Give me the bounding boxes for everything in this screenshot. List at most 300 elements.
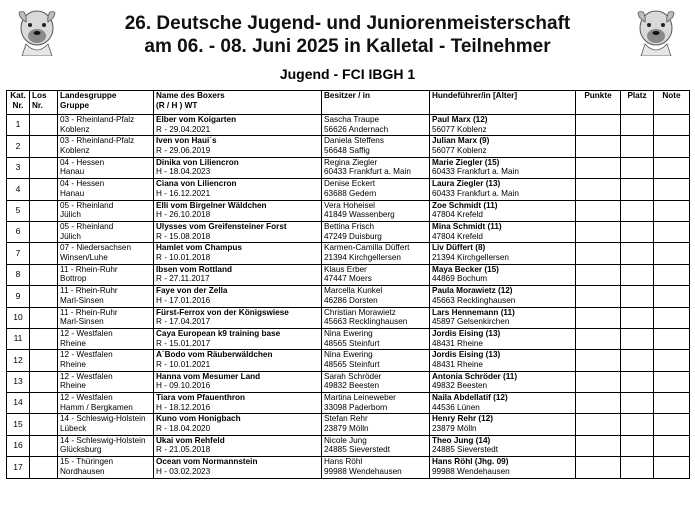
handler-name: Henry Rehr (12) (432, 414, 493, 424)
owner-city: 60433 Frankfurt a. Main (324, 167, 411, 177)
kat-nr-cell: 16 (7, 435, 30, 456)
punkte-cell (576, 350, 621, 371)
boxer-sex-dob: H - 26.10.2018 (156, 210, 211, 220)
boxer-name: Ibsen vom Rottland (156, 264, 232, 274)
table-row (7, 286, 690, 307)
handler-name: Laura Ziegler (13) (432, 179, 501, 189)
kat-nr-cell: 4 (7, 179, 30, 200)
table-row (7, 264, 690, 285)
owner-city: 99988 Wendehausen (324, 466, 402, 476)
kat-nr-cell: 11 (7, 328, 30, 349)
table-row (7, 243, 690, 264)
handler-city: 49832 Beesten (432, 381, 488, 391)
boxer-sex-dob: R - 10.01.2018 (156, 252, 211, 262)
gruppe-name: Nordhausen (60, 466, 105, 476)
boxer-name: Ulysses vom Greifensteiner Forst (156, 221, 287, 231)
gruppe-name: Hanau (60, 188, 85, 198)
los-nr-cell (30, 371, 58, 392)
los-nr-cell (30, 136, 58, 157)
boxer-sex-dob: R - 29.04.2021 (156, 124, 211, 134)
header-los-nr: Los Nr. (30, 91, 58, 115)
landesgruppe-name: 04 - Hessen (60, 179, 105, 189)
boxer-sex-dob: R - 29.06.2019 (156, 145, 211, 155)
handler-name: Maya Becker (15) (432, 264, 499, 274)
hundefuehrer-cell (430, 393, 576, 414)
kat-nr-cell: 15 (7, 414, 30, 435)
los-nr-cell (30, 243, 58, 264)
punkte-cell (576, 307, 621, 328)
handler-name: Jordis Eising (13) (432, 328, 501, 338)
gruppe-name: Rheine (60, 381, 86, 391)
besitzer-cell (322, 243, 430, 264)
los-nr-cell (30, 435, 58, 456)
note-cell (654, 350, 690, 371)
punkte-cell (576, 200, 621, 221)
platz-cell (621, 179, 654, 200)
platz-cell (621, 393, 654, 414)
boxer-name: A´Bodo vom Räuberwäldchen (156, 350, 273, 360)
los-nr-cell (30, 115, 58, 136)
handler-city: 60433 Frankfurt a. Main (432, 188, 519, 198)
platz-cell (621, 371, 654, 392)
owner-city: 63688 Gedern (324, 188, 377, 198)
participants-table (6, 90, 690, 479)
owner-city: 56648 Saffig (324, 145, 370, 155)
gruppe-name: Rheine (60, 338, 86, 348)
los-nr-cell (30, 157, 58, 178)
boxer-name: Fürst-Ferrox von der Königswiese (156, 307, 289, 317)
owner-city: 23879 Mölln (324, 424, 369, 434)
owner-city: 45663 Recklinghausen (324, 317, 408, 327)
landesgruppe-cell (58, 435, 154, 456)
handler-name: Naila Abdellatif (12) (432, 393, 508, 403)
punkte-cell (576, 179, 621, 200)
note-cell (654, 243, 690, 264)
platz-cell (621, 414, 654, 435)
gruppe-name: Marl-Sinsen (60, 295, 104, 305)
handler-city: 47804 Krefeld (432, 210, 483, 220)
gruppe-name: Bottrop (60, 274, 87, 284)
besitzer-cell (322, 350, 430, 371)
besitzer-cell (322, 393, 430, 414)
hundefuehrer-cell (430, 371, 576, 392)
boxer-cell (154, 393, 322, 414)
boxer-sex-dob: H - 16.12.2021 (156, 188, 211, 198)
boxer-sex-dob: H - 18.12.2016 (156, 402, 211, 412)
hundefuehrer-cell (430, 115, 576, 136)
header-besitzer: Besitzer / in (322, 91, 430, 115)
hundefuehrer-cell (430, 221, 576, 242)
los-nr-cell (30, 393, 58, 414)
punkte-cell (576, 371, 621, 392)
boxer-name: Elber vom Koigarten (156, 115, 237, 124)
header-note: Note (654, 91, 690, 115)
hundefuehrer-cell (430, 179, 576, 200)
besitzer-cell (322, 307, 430, 328)
hundefuehrer-cell (430, 264, 576, 285)
boxer-cell (154, 200, 322, 221)
punkte-cell (576, 115, 621, 136)
gruppe-name: Jülich (60, 210, 81, 220)
table-row (7, 200, 690, 221)
handler-name: Jordis Eising (13) (432, 350, 501, 360)
kat-nr-cell: 8 (7, 264, 30, 285)
handler-name: Paula Morawietz (12) (432, 286, 513, 296)
besitzer-cell (322, 179, 430, 200)
owner-name: Marcella Kunkel (324, 286, 383, 296)
landesgruppe-name: 12 - Westfalen (60, 328, 113, 338)
owner-name: Klaus Erber (324, 264, 367, 274)
kat-nr-cell: 10 (7, 307, 30, 328)
owner-name: Sascha Traupe (324, 115, 380, 124)
boxer-cell (154, 221, 322, 242)
landesgruppe-cell (58, 393, 154, 414)
landesgruppe-cell (58, 179, 154, 200)
boxer-cell (154, 157, 322, 178)
owner-name: Karmen-Camilla Düffert (324, 243, 410, 253)
boxer-name: Dinika von Liliencron (156, 157, 239, 167)
landesgruppe-cell (58, 457, 154, 478)
los-nr-cell (30, 179, 58, 200)
handler-name: Paul Marx (12) (432, 115, 488, 124)
note-cell (654, 115, 690, 136)
boxer-name: Iven von Haui´s (156, 136, 217, 146)
hundefuehrer-cell (430, 286, 576, 307)
landesgruppe-cell (58, 286, 154, 307)
boxer-name: Kuno vom Honigbach (156, 414, 241, 424)
table-row (7, 457, 690, 478)
platz-cell (621, 264, 654, 285)
owner-name: Regina Ziegler (324, 157, 378, 167)
boxer-sex-dob: H - 03.02.2023 (156, 466, 211, 476)
landesgruppe-name: 03 - Rheinland-Pfalz (60, 115, 135, 124)
landesgruppe-name: 05 - Rheinland (60, 200, 114, 210)
platz-cell (621, 243, 654, 264)
boxer-name: Hamlet vom Champus (156, 243, 242, 253)
los-nr-cell (30, 264, 58, 285)
kat-nr-cell: 5 (7, 200, 30, 221)
owner-city: 33098 Paderborn (324, 402, 388, 412)
platz-cell (621, 328, 654, 349)
owner-city: 47447 Moers (324, 274, 372, 284)
kat-nr-cell: 9 (7, 286, 30, 307)
kat-nr-cell: 13 (7, 371, 30, 392)
owner-name: Vera Hoheisel (324, 200, 375, 210)
punkte-cell (576, 264, 621, 285)
besitzer-cell (322, 200, 430, 221)
landesgruppe-name: 12 - Westfalen (60, 393, 113, 403)
note-cell (654, 286, 690, 307)
owner-name: Hans Röhl (324, 457, 363, 467)
besitzer-cell (322, 457, 430, 478)
hundefuehrer-cell (430, 414, 576, 435)
hundefuehrer-cell (430, 435, 576, 456)
gruppe-name: Glücksburg (60, 445, 102, 455)
landesgruppe-name: 03 - Rheinland-Pfalz (60, 136, 135, 146)
kat-nr-cell: 6 (7, 221, 30, 242)
handler-city: 99988 Wendehausen (432, 466, 510, 476)
landesgruppe-cell (58, 200, 154, 221)
boxer-sex-dob: H - 17.01.2016 (156, 295, 211, 305)
table-row (7, 221, 690, 242)
handler-city: 23879 Mölln (432, 424, 477, 434)
owner-city: 46286 Dorsten (324, 295, 378, 305)
table-row (7, 179, 690, 200)
table-row (7, 393, 690, 414)
boxer-sex-dob: R - 18.04.2020 (156, 424, 211, 434)
handler-city: 44536 Lünen (432, 402, 480, 412)
handler-name: Antonia Schröder (11) (432, 371, 518, 381)
handler-city: 56077 Koblenz (432, 124, 487, 134)
los-nr-cell (30, 221, 58, 242)
landesgruppe-name: 11 - Rhein-Ruhr (60, 286, 118, 296)
landesgruppe-name: 14 - Schleswig-Holstein (60, 414, 146, 424)
landesgruppe-cell (58, 264, 154, 285)
table-row (7, 371, 690, 392)
besitzer-cell (322, 264, 430, 285)
landesgruppe-cell (58, 243, 154, 264)
hundefuehrer-cell (430, 243, 576, 264)
platz-cell (621, 307, 654, 328)
handler-name: Theo Jung (14) (432, 435, 491, 445)
besitzer-cell (322, 115, 430, 136)
boxer-sex-dob: R - 15.01.2017 (156, 338, 211, 348)
boxer-name: Ciana von Liliencron (156, 179, 237, 189)
punkte-cell (576, 328, 621, 349)
punkte-cell (576, 457, 621, 478)
los-nr-cell (30, 457, 58, 478)
table-row (7, 328, 690, 349)
handler-name: Julian Marx (9) (432, 136, 490, 146)
title-line-1: 26. Deutsche Jugend- und Juniorenmeisterschaft (124, 13, 571, 34)
platz-cell (621, 136, 654, 157)
note-cell (654, 179, 690, 200)
boxer-cell (154, 243, 322, 264)
table-row (7, 414, 690, 435)
handler-name: Mina Schmidt (11) (432, 221, 502, 231)
handler-city: 60433 Frankfurt a. Main (432, 167, 519, 177)
boxer-cell (154, 435, 322, 456)
gruppe-name: Jülich (60, 231, 81, 241)
landesgruppe-cell (58, 371, 154, 392)
boxer-cell (154, 264, 322, 285)
boxer-sex-dob: R - 27.11.2017 (156, 274, 210, 284)
landesgruppe-cell (58, 414, 154, 435)
gruppe-name: Hamm / Bergkamen (60, 402, 133, 412)
los-nr-cell (30, 328, 58, 349)
punkte-cell (576, 243, 621, 264)
table-row (7, 307, 690, 328)
landesgruppe-name: 12 - Westfalen (60, 350, 113, 360)
owner-city: 24885 Sieverstedt (324, 445, 390, 455)
boxer-cell (154, 457, 322, 478)
owner-name: Nicole Jung (324, 435, 367, 445)
gruppe-name: Winsen/Luhe (60, 252, 108, 262)
kat-nr-cell: 3 (7, 157, 30, 178)
boxer-cell (154, 350, 322, 371)
handler-city: 44869 Bochum (432, 274, 488, 284)
gruppe-name: Marl-Sinsen (60, 317, 104, 327)
table-header-row (7, 91, 690, 115)
kat-nr-cell: 2 (7, 136, 30, 157)
boxer-cell (154, 286, 322, 307)
handler-city: 47804 Krefeld (432, 231, 483, 241)
landesgruppe-name: 15 - Thüringen (60, 457, 114, 467)
kat-nr-cell: 1 (7, 115, 30, 136)
gruppe-name: Koblenz (60, 145, 90, 155)
boxer-name: Elli vom Birgelner Wäldchen (156, 200, 267, 210)
header-punkte: Punkte (576, 91, 621, 115)
besitzer-cell (322, 371, 430, 392)
besitzer-cell (322, 157, 430, 178)
header-landesgruppe: Landesgruppe Gruppe (58, 91, 154, 115)
besitzer-cell (322, 414, 430, 435)
owner-name: Sarah Schröder (324, 371, 382, 381)
note-cell (654, 136, 690, 157)
handler-name: Zoe Schmidt (11) (432, 200, 498, 210)
handler-city: 24885 Sieverstedt (432, 445, 498, 455)
boxer-name: Tiara vom Pfauenthron (156, 393, 246, 403)
punkte-cell (576, 221, 621, 242)
hundefuehrer-cell (430, 307, 576, 328)
owner-name: Daniela Steffens (324, 136, 384, 146)
besitzer-cell (322, 286, 430, 307)
note-cell (654, 371, 690, 392)
table-row (7, 136, 690, 157)
landesgruppe-cell (58, 115, 154, 136)
besitzer-cell (322, 221, 430, 242)
table-row (7, 115, 690, 136)
platz-cell (621, 435, 654, 456)
platz-cell (621, 286, 654, 307)
note-cell (654, 157, 690, 178)
landesgruppe-cell (58, 350, 154, 371)
los-nr-cell (30, 350, 58, 371)
hundefuehrer-cell (430, 457, 576, 478)
handler-city: 45663 Recklinghausen (432, 295, 516, 305)
hundefuehrer-cell (430, 157, 576, 178)
gruppe-name: Koblenz (60, 124, 90, 134)
platz-cell (621, 157, 654, 178)
landesgruppe-name: 12 - Westfalen (60, 371, 113, 381)
kat-nr-cell: 14 (7, 393, 30, 414)
punkte-cell (576, 157, 621, 178)
note-cell (654, 264, 690, 285)
boxer-name: Ukai vom Rehfeld (156, 435, 225, 445)
boxer-cell (154, 136, 322, 157)
boxer-name: Caya European k9 training base (156, 328, 281, 338)
handler-city: 21394 Kirchgellersen (432, 252, 509, 262)
class-subtitle: Jugend - FCI IBGH 1 (279, 66, 416, 82)
punkte-cell (576, 435, 621, 456)
kat-nr-cell: 7 (7, 243, 30, 264)
boxer-name: Faye von der Zella (156, 286, 228, 296)
note-cell (654, 414, 690, 435)
boxer-sex-dob: R - 17.04.2017 (156, 317, 211, 327)
handler-name: Hans Röhl (Jhg. 09) (432, 457, 509, 467)
note-cell (654, 457, 690, 478)
boxer-cell (154, 328, 322, 349)
los-nr-cell (30, 200, 58, 221)
punkte-cell (576, 286, 621, 307)
platz-cell (621, 200, 654, 221)
punkte-cell (576, 414, 621, 435)
table-row (7, 435, 690, 456)
los-nr-cell (30, 286, 58, 307)
landesgruppe-cell (58, 136, 154, 157)
landesgruppe-cell (58, 221, 154, 242)
punkte-cell (576, 393, 621, 414)
platz-cell (621, 457, 654, 478)
landesgruppe-cell (58, 157, 154, 178)
boxer-dog-logo-right (627, 6, 685, 56)
header-boxer: Name des Boxers (R / H ) WT (154, 91, 322, 115)
landesgruppe-name: 11 - Rhein-Ruhr (60, 264, 118, 274)
note-cell (654, 393, 690, 414)
boxer-cell (154, 307, 322, 328)
kat-nr-cell: 17 (7, 457, 30, 478)
owner-name: Martina Leineweber (324, 393, 396, 403)
hundefuehrer-cell (430, 136, 576, 157)
los-nr-cell (30, 414, 58, 435)
boxer-dog-logo-left (8, 6, 66, 56)
handler-name: Lars Hennemann (11) (432, 307, 515, 317)
note-cell (654, 200, 690, 221)
besitzer-cell (322, 435, 430, 456)
owner-name: Nina Ewering (324, 350, 373, 360)
owner-city: 41849 Wassenberg (324, 210, 395, 220)
landesgruppe-name: 05 - Rheinland (60, 221, 114, 231)
platz-cell (621, 115, 654, 136)
landesgruppe-name: 07 - Niedersachsen (60, 243, 131, 253)
punkte-cell (576, 136, 621, 157)
besitzer-cell (322, 328, 430, 349)
owner-name: Stefan Rehr (324, 414, 368, 424)
note-cell (654, 307, 690, 328)
owner-name: Bettina Frisch (324, 221, 375, 231)
header-platz: Platz (621, 91, 654, 115)
los-nr-cell (30, 307, 58, 328)
table-row (7, 157, 690, 178)
gruppe-name: Rheine (60, 359, 86, 369)
owner-name: Christian Morawietz (324, 307, 396, 317)
hundefuehrer-cell (430, 200, 576, 221)
handler-city: 56077 Koblenz (432, 145, 487, 155)
boxer-name: Ocean vom Normannstein (156, 457, 258, 467)
landesgruppe-cell (58, 307, 154, 328)
boxer-name: Hanna vom Mesumer Land (156, 371, 261, 381)
landesgruppe-name: 14 - Schleswig-Holstein (60, 435, 146, 445)
table-row (7, 350, 690, 371)
hundefuehrer-cell (430, 328, 576, 349)
header-hundefuehrer: Hundeführer/in [Alter] (430, 91, 576, 115)
owner-name: Nina Ewering (324, 328, 373, 338)
boxer-cell (154, 371, 322, 392)
boxer-cell (154, 115, 322, 136)
owner-name: Denise Eckert (324, 179, 375, 189)
owner-city: 56626 Andernach (324, 124, 389, 134)
owner-city: 48565 Steinfurt (324, 338, 380, 348)
handler-name: Liv Düffert (8) (432, 243, 486, 253)
landesgruppe-name: 04 - Hessen (60, 157, 105, 167)
owner-city: 21394 Kirchgellersen (324, 252, 401, 262)
note-cell (654, 221, 690, 242)
owner-city: 49832 Beesten (324, 381, 380, 391)
gruppe-name: Lübeck (60, 424, 87, 434)
gruppe-name: Hanau (60, 167, 85, 177)
hundefuehrer-cell (430, 350, 576, 371)
landesgruppe-name: 11 - Rhein-Ruhr (60, 307, 118, 317)
